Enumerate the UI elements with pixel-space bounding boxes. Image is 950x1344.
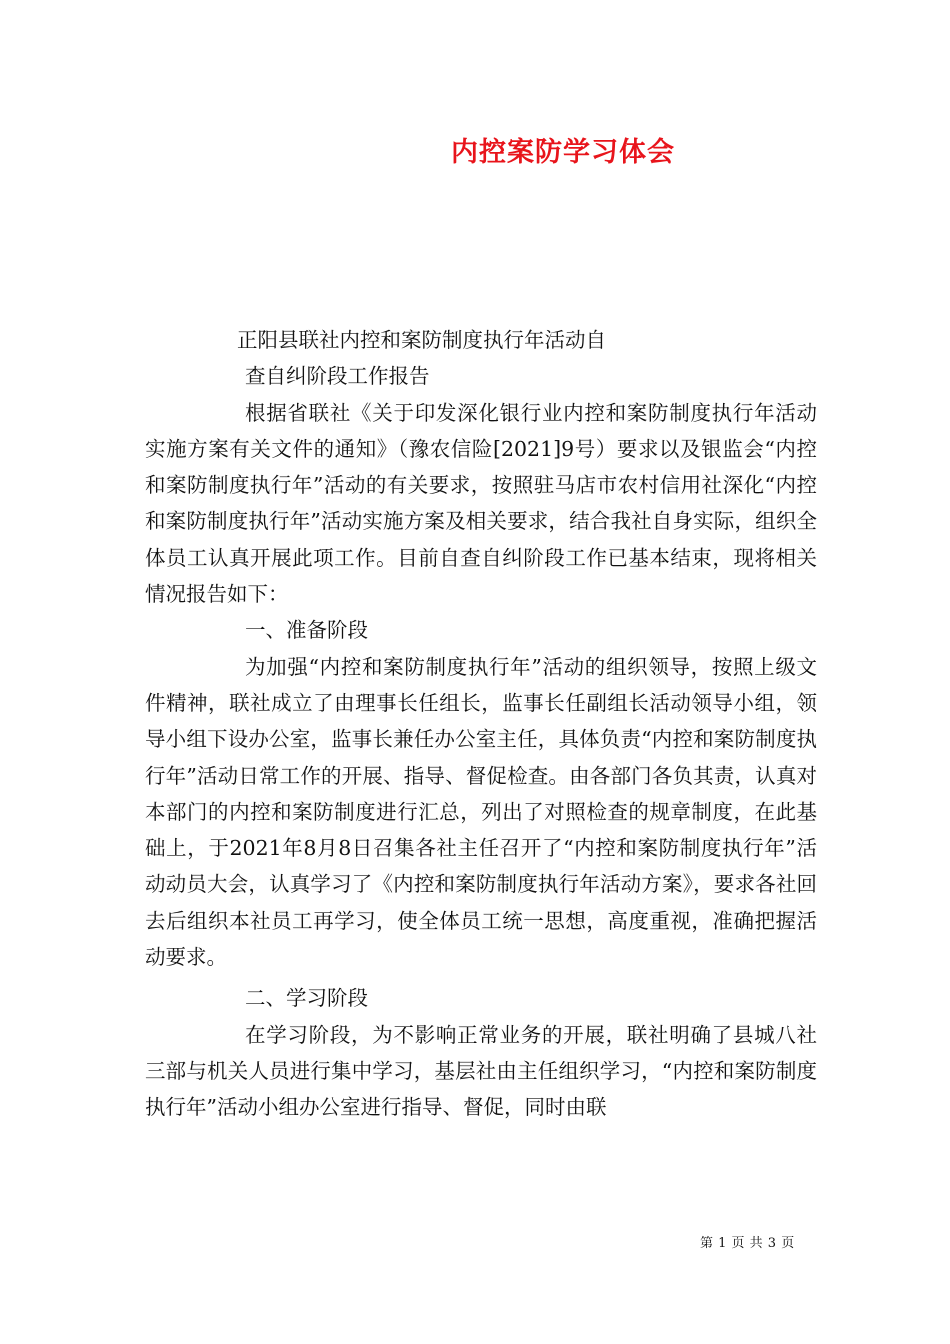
paragraph-preparation: 为加强“内控和案防制度执行年”活动的组织领导，按照上级文件精神，联社成立了由理事长任组长，监事长任副组长活动领导小组，领导小组下设办公室，监事长兼任办公室主任，具体负责“内控和案防制度执行年”活动日常工作的开展、指导、督促检查。由各部门各负其责，认真对本部门的内控和案防制度进行汇总，列出了对照检查的规章制度，在此基础上，于2021年8月8日召集各社主任召开了“内控和案防制度执行年”活动动员大会，认真学习了《内控和案防制度执行年活动方案》，要求各社回去后组织本社员工再学习，使全体员工统一思想，高度重视，准确把握活动要求。 — [145, 654, 817, 970]
report-subtitle-line-1: 正阳县联社内控和案防制度执行年活动自 — [237, 328, 606, 352]
document-body — [145, 322, 817, 1126]
section-heading-preparation: 一、准备阶段 — [245, 618, 368, 643]
document-title: 内控案防学习体会 — [451, 137, 675, 168]
report-subtitle-line-2: 查自纠阶段工作报告 — [245, 364, 430, 389]
paragraph-intro: 根据省联社《关于印发深化银行业内控和案防制度执行年活动实施方案有关文件的通知》（豫农信险[2021]9号）要求以及银监会“内控和案防制度执行年”活动的有关要求，按照驻马店市农村信用社深化“内控和案防制度执行年”活动实施方案及相关要求，结合我社自身实际，组织全体员工认真开展此项工作。目前自查自纠阶段工作已基本结束，现将相关情况报告如下： — [145, 400, 817, 607]
section-heading-study: 二、学习阶段 — [245, 986, 368, 1011]
page-number-footer: 第 1 页 共 3 页 — [700, 1236, 795, 1251]
paragraph-study: 在学习阶段，为不影响正常业务的开展，联社明确了县城八社三部与机关人员进行集中学习，基层社由主任组织学习，“内控和案防制度执行年”活动小组办公室进行指导、督促，同时由联 — [145, 1022, 817, 1120]
